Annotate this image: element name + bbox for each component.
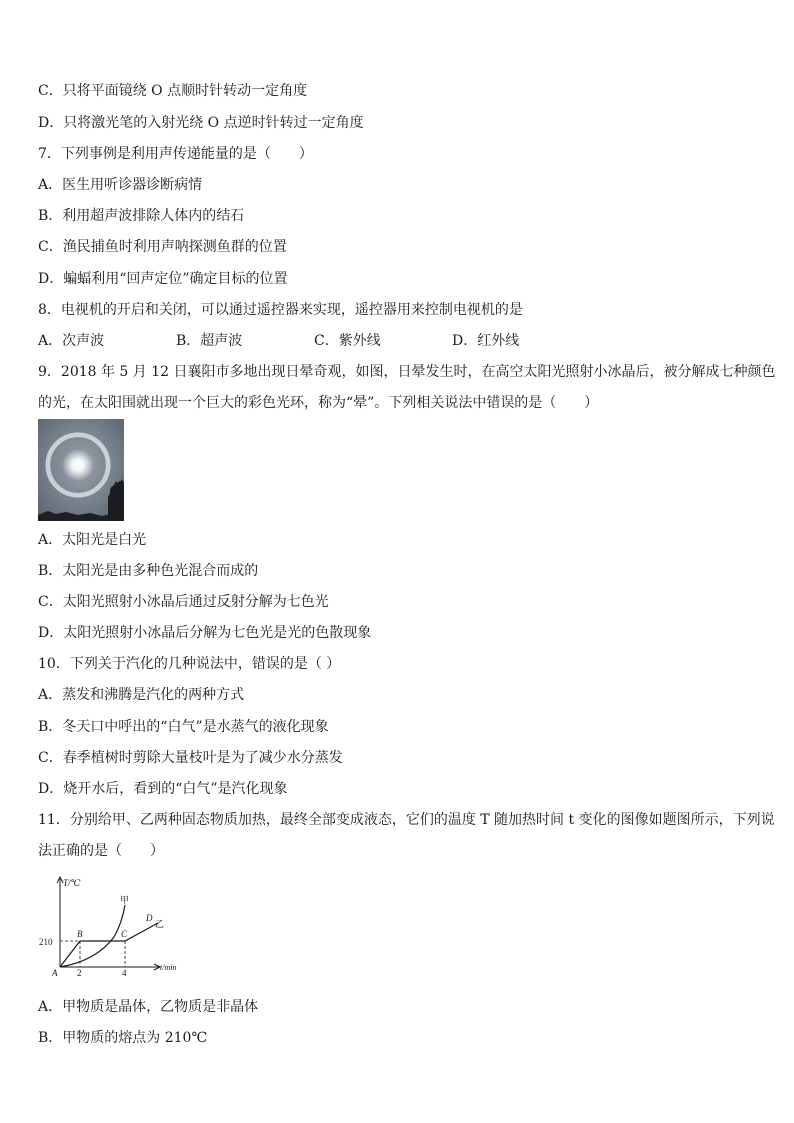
curve-yi-label: 乙 bbox=[155, 919, 165, 929]
q9-option-a: A．太阳光是白光 bbox=[38, 532, 147, 548]
q8-stem: 8．电视机的开启和关闭，可以通过遥控器来实现，遥控器用来控制电视机的是 bbox=[38, 302, 523, 318]
q7-stem: 7．下列事例是利用声传递能量的是（ ） bbox=[38, 146, 313, 162]
q9-option-c: C．太阳光照射小冰晶后通过反射分解为七色光 bbox=[38, 594, 329, 610]
q8-option-d: D．红外线 bbox=[452, 333, 520, 349]
y-axis-label: T/℃ bbox=[63, 878, 81, 888]
q11-stem-line-1: 11．分别给甲、乙两种固态物质加热，最终全部变成液态，它们的温度 T 随加热时间 t 变化的图像如题图所示，下列说 bbox=[38, 812, 775, 828]
x-tick-2: 2 bbox=[77, 968, 82, 977]
curve-yi bbox=[60, 923, 158, 967]
q9-option-d: D．太阳光照射小冰晶后分解为七色光是光的色散现象 bbox=[38, 625, 372, 641]
q6-option-c: C．只将平面镜绕 O 点顺时针转动一定角度 bbox=[38, 83, 308, 99]
q7-option-c: C．渔民捕鱼时利用声呐探测鱼群的位置 bbox=[38, 239, 287, 255]
q10-stem: 10．下列关于汽化的几种说法中，错误的是（ ） bbox=[38, 656, 341, 672]
sun-halo-photo bbox=[38, 419, 124, 521]
point-a-label: A bbox=[52, 968, 58, 977]
q11-option-a: A．甲物质是晶体，乙物质是非晶体 bbox=[38, 999, 259, 1015]
q6-option-d: D．只将激光笔的入射光绕 O 点逆时针转过一定角度 bbox=[38, 115, 364, 131]
q9-stem-line-1: 9．2018 年 5 月 12 日襄阳市多地出现日晕奇观，如图，日晕发生时，在高空太阳光照射小冰晶后，被分解成七种颜色 bbox=[38, 364, 776, 380]
q7-option-b: B．利用超声波排除人体内的结石 bbox=[38, 208, 245, 224]
q10-option-a: A．蒸发和沸腾是汽化的两种方式 bbox=[38, 687, 245, 703]
point-c-label: C bbox=[121, 929, 128, 939]
q8-option-a: A．次声波 bbox=[38, 333, 105, 349]
q10-option-c: C．春季植树时剪除大量枝叶是为了减少水分蒸发 bbox=[38, 750, 343, 766]
curve-jia-label: 甲 bbox=[120, 895, 130, 905]
x-axis-label: t/min bbox=[160, 963, 177, 972]
q10-option-d: D．烧开水后，看到的“白气”是汽化现象 bbox=[38, 781, 288, 797]
q8-option-b: B．超声波 bbox=[176, 333, 243, 349]
point-b-label: B bbox=[77, 929, 83, 939]
point-d-label: D bbox=[146, 913, 153, 923]
q7-option-d: D．蝙蝠利用“回声定位”确定目标的位置 bbox=[38, 271, 288, 287]
curve-jia bbox=[60, 905, 125, 967]
temperature-time-graph bbox=[36, 875, 186, 977]
q8-option-c: C．紫外线 bbox=[314, 333, 381, 349]
q9-stem-line-2: 的光，在太阳围就出现一个巨大的彩色光环，称为“晕”。下列相关说法中错误的是（ ） bbox=[38, 395, 599, 411]
x-tick-4: 4 bbox=[122, 968, 127, 977]
q9-option-b: B．太阳光是由多种色光混合而成的 bbox=[38, 563, 259, 579]
q11-stem-line-2: 法正确的是（ ） bbox=[38, 843, 164, 859]
q11-option-b: B．甲物质的熔点为 210℃ bbox=[38, 1030, 208, 1046]
q7-option-a: A．医生用听诊器诊断病情 bbox=[38, 177, 203, 193]
y-tick-210: 210 bbox=[39, 937, 53, 947]
q10-option-b: B．冬天口中呼出的“白气”是水蒸气的液化现象 bbox=[38, 719, 329, 735]
